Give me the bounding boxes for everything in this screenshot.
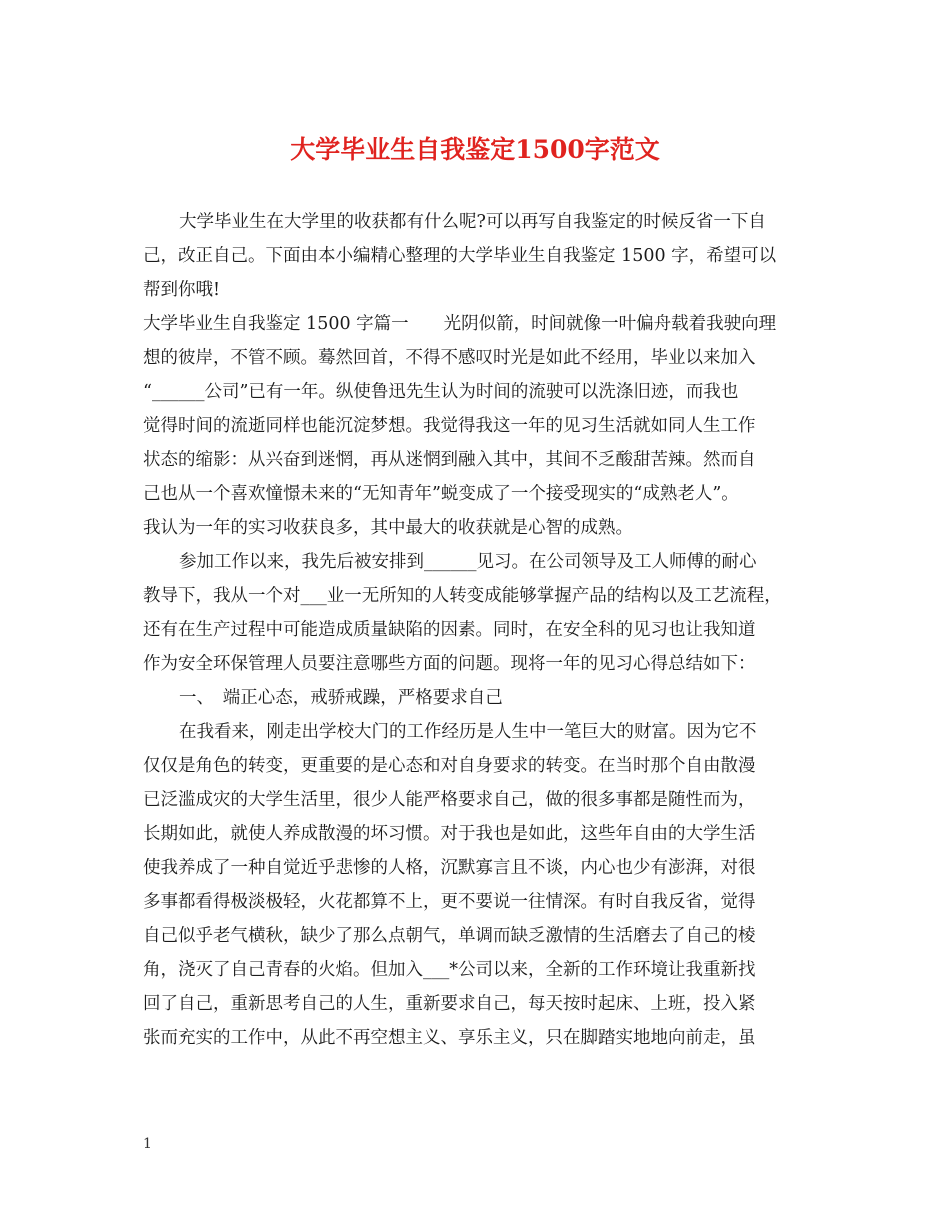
text-line: “______公司”已有一年。纵使鲁迅先生认为时间的流驶可以洗涤旧迹，而我也	[143, 382, 739, 402]
text-line: 多事都看得极淡极轻，火花都算不上，更不要说一往情深。有时自我反省，觉得	[143, 892, 756, 912]
text-line: 觉得时间的流逝同样也能沉淀梦想。我觉得我这一年的见习生活就如同人生工作	[143, 416, 756, 436]
text-line: 仅仅是角色的转变，更重要的是心态和对自身要求的转变。在当时那个自由散漫	[143, 756, 756, 776]
text-line: 自己似乎老气横秋，缺少了那么点朝气，单调而缺乏激情的生活磨去了自己的棱	[143, 926, 756, 946]
text-line: 大学毕业生自我鉴定 1500 字篇一 光阴似箭，时间就像一叶偏舟载着我驶向理	[143, 314, 777, 334]
document-body	[143, 205, 813, 1055]
section-heading: 一、 端正心态，戒骄戒躁，严格要求自己	[179, 688, 503, 708]
page-number: 1	[143, 1136, 152, 1152]
text-line: 想的彼岸，不管不顾。蓦然回首，不得不感叹时光是如此不经用，毕业以来加入	[143, 348, 756, 368]
text-line: 角，浇灭了自己青春的火焰。但加入___*公司以来，全新的工作环境让我重新找	[143, 960, 756, 980]
text-line: 已泛滥成灾的大学生活里，很少人能严格要求自己，做的很多事都是随性而为，	[143, 790, 756, 810]
text-line: 使我养成了一种自觉近乎悲惨的人格，沉默寡言且不谈，内心也少有澎湃，对很	[143, 858, 756, 878]
text-line: 教导下，我从一个对___业一无所知的人转变成能够掌握产品的结构以及工艺流程，	[143, 586, 782, 606]
text-line: 还有在生产过程中可能造成质量缺陷的因素。同时，在安全科的见习也让我知道	[143, 620, 756, 640]
text-line: 我认为一年的实习收获良多，其中最大的收获就是心智的成熟。	[143, 518, 633, 538]
text-line: 在我看来，刚走出学校大门的工作经历是人生中一笔巨大的财富。因为它不	[179, 722, 757, 742]
text-line: 回了自己，重新思考自己的人生，重新要求自己，每天按时起床、上班，投入紧	[143, 994, 756, 1014]
text-line: 长期如此，就使人养成散漫的坏习惯。对于我也是如此，这些年自由的大学生活	[143, 824, 756, 844]
text-line: 参加工作以来，我先后被安排到______见习。在公司领导及工人师傅的耐心	[179, 552, 757, 572]
text-line: 状态的缩影：从兴奋到迷惘，再从迷惘到融入其中，其间不乏酸甜苦辣。然而自	[143, 450, 756, 470]
text-line: 己也从一个喜欢憧憬未来的“无知青年”蜕变成了一个接受现实的“成熟老人”。	[143, 484, 739, 504]
text-line: 大学毕业生在大学里的收获都有什么呢?可以再写自我鉴定的时候反省一下自	[179, 212, 766, 232]
text-line: 张而充实的工作中，从此不再空想主义、享乐主义，只在脚踏实地地向前走，虽	[143, 1028, 756, 1048]
document-title: 大学毕业生自我鉴定1500字范文	[290, 135, 660, 164]
text-line: 己，改正自己。下面由本小编精心整理的大学毕业生自我鉴定 1500 字，希望可以	[143, 246, 777, 266]
text-line: 帮到你哦!	[143, 280, 221, 300]
text-line: 作为安全环保管理人员要注意哪些方面的问题。现将一年的见习心得总结如下：	[143, 654, 756, 674]
